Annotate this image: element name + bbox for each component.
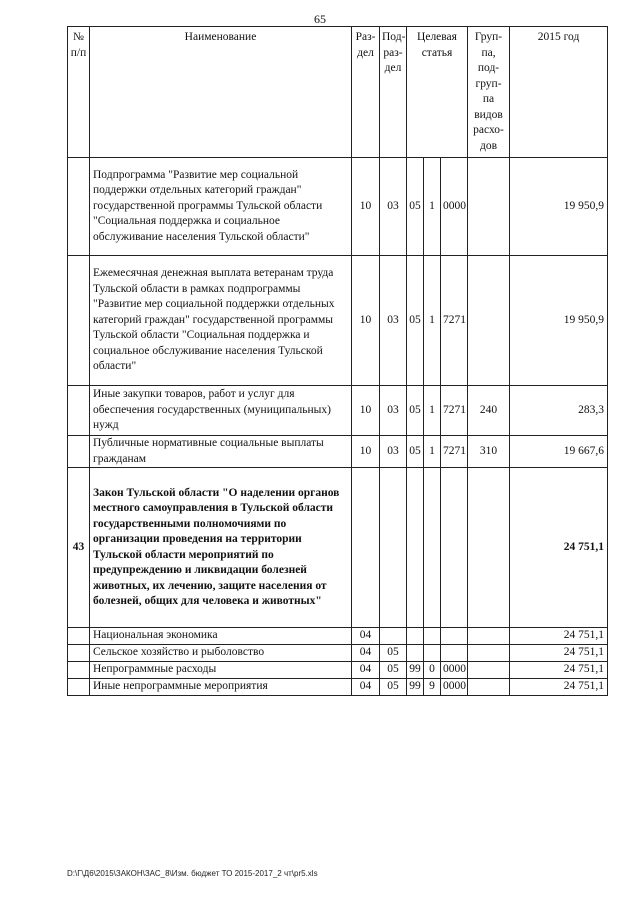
table-row: [68, 679, 608, 696]
row-amount: 283,3: [510, 386, 608, 436]
row-name: Публичные нормативные социальные выплаты гражданам: [90, 436, 352, 468]
row-razdel: 04: [352, 662, 380, 679]
row-num: [68, 645, 90, 662]
row-target-2: 1: [424, 158, 441, 256]
row-razdel: [352, 468, 380, 628]
row-target-2: [424, 645, 441, 662]
file-path-footer: D:\Г\Д6\2015\ЗАКОН\ЗАС_8\Изм. бюджет ТО 2015-2017_2 чт\pr5.xls: [67, 869, 318, 878]
row-name: Иные закупки товаров, работ и услуг для обеспечения государственных (муниципальных) нужд: [90, 386, 352, 436]
row-target-3: 0000: [441, 158, 468, 256]
row-target-1: 05: [407, 386, 424, 436]
row-target-2: [424, 628, 441, 645]
row-amount: 19 667,6: [510, 436, 608, 468]
row-podrazdel: 05: [380, 662, 407, 679]
row-name: Сельское хозяйство и рыболовство: [90, 645, 352, 662]
row-razdel: 10: [352, 158, 380, 256]
row-num: [68, 386, 90, 436]
row-podrazdel: 03: [380, 158, 407, 256]
row-expense-group: 310: [468, 436, 510, 468]
row-name: Закон Тульской области "О наделении органов местного самоуправления в Тульской области государственными полномочиями по организации проведения на территории Тульской области мероприятий по предупреждению и ликвидации болезней животных, их лечению, защите населения от болезней, общих для человека и животных": [90, 468, 352, 628]
header-year: 2015 год: [510, 27, 608, 158]
header-podrazdel: Под- раз- дел: [380, 27, 407, 158]
page-number: 65: [314, 12, 326, 26]
table-row: [68, 386, 608, 436]
row-target-1: 99: [407, 679, 424, 696]
row-target-3: 7271: [441, 386, 468, 436]
row-name: Подпрограмма "Развитие мер социальной поддержки отдельных категорий граждан" государственной программы Тульской области "Социальная поддержка и социальное обслуживание населения Тульской области": [90, 158, 352, 256]
row-razdel: 04: [352, 679, 380, 696]
row-num: [68, 662, 90, 679]
row-podrazdel: 03: [380, 436, 407, 468]
row-target-2: 1: [424, 436, 441, 468]
row-amount: 24 751,1: [510, 662, 608, 679]
header-row: [68, 27, 608, 158]
row-amount: 24 751,1: [510, 645, 608, 662]
table-row: [68, 256, 608, 386]
row-expense-group: [468, 662, 510, 679]
row-num: [68, 628, 90, 645]
header-num: № п/п: [68, 27, 90, 158]
row-expense-group: [468, 256, 510, 386]
header-target-article: Целевая статья: [407, 27, 468, 158]
row-num: 43: [68, 468, 90, 628]
row-expense-group: [468, 158, 510, 256]
row-razdel: 10: [352, 256, 380, 386]
row-name: Ежемесячная денежная выплата ветеранам труда Тульской области в рамках подпрограммы "Развитие мер социальной поддержки отдельных категорий граждан" государственной программы Тульской области "Социальная поддержка и социальное обслуживание населения Тульской области": [90, 256, 352, 386]
row-amount: 24 751,1: [510, 468, 608, 628]
table-row: [68, 628, 608, 645]
table-row: [68, 158, 608, 256]
row-target-3: 0000: [441, 662, 468, 679]
row-target-1: 05: [407, 158, 424, 256]
row-razdel: 10: [352, 436, 380, 468]
row-target-1: [407, 468, 424, 628]
row-podrazdel: [380, 628, 407, 645]
row-expense-group: [468, 628, 510, 645]
row-target-3: [441, 645, 468, 662]
budget-table: [67, 26, 608, 696]
row-target-2: 1: [424, 386, 441, 436]
row-target-1: 05: [407, 436, 424, 468]
row-target-2: 1: [424, 256, 441, 386]
header-razdel: Раз- дел: [352, 27, 380, 158]
row-target-2: 0: [424, 662, 441, 679]
table-row: [68, 468, 608, 628]
row-target-2: 9: [424, 679, 441, 696]
row-amount: 24 751,1: [510, 628, 608, 645]
row-target-1: [407, 628, 424, 645]
row-name: Иные непрограммные мероприятия: [90, 679, 352, 696]
header-name: Наименование: [90, 27, 352, 158]
row-razdel: 10: [352, 386, 380, 436]
row-target-1: 05: [407, 256, 424, 386]
row-expense-group: [468, 679, 510, 696]
row-target-1: [407, 645, 424, 662]
row-name: Непрограммные расходы: [90, 662, 352, 679]
table-row: [68, 662, 608, 679]
row-num: [68, 158, 90, 256]
row-podrazdel: 05: [380, 679, 407, 696]
row-podrazdel: 03: [380, 256, 407, 386]
row-num: [68, 256, 90, 386]
row-podrazdel: 05: [380, 645, 407, 662]
row-amount: 19 950,9: [510, 256, 608, 386]
row-podrazdel: [380, 468, 407, 628]
row-target-3: [441, 628, 468, 645]
row-name: Национальная экономика: [90, 628, 352, 645]
row-razdel: 04: [352, 645, 380, 662]
row-num: [68, 679, 90, 696]
row-expense-group: 240: [468, 386, 510, 436]
table-body: [68, 158, 608, 696]
table-row: [68, 645, 608, 662]
row-target-3: 7271: [441, 436, 468, 468]
row-target-3: 0000: [441, 679, 468, 696]
row-amount: 19 950,9: [510, 158, 608, 256]
table-row: [68, 436, 608, 468]
header-expense-group: Груп- па, под- груп- па видов расхо- дов: [468, 27, 510, 158]
row-podrazdel: 03: [380, 386, 407, 436]
row-target-2: [424, 468, 441, 628]
row-expense-group: [468, 468, 510, 628]
row-target-3: [441, 468, 468, 628]
row-amount: 24 751,1: [510, 679, 608, 696]
row-num: [68, 436, 90, 468]
row-target-3: 7271: [441, 256, 468, 386]
row-razdel: 04: [352, 628, 380, 645]
row-expense-group: [468, 645, 510, 662]
row-target-1: 99: [407, 662, 424, 679]
